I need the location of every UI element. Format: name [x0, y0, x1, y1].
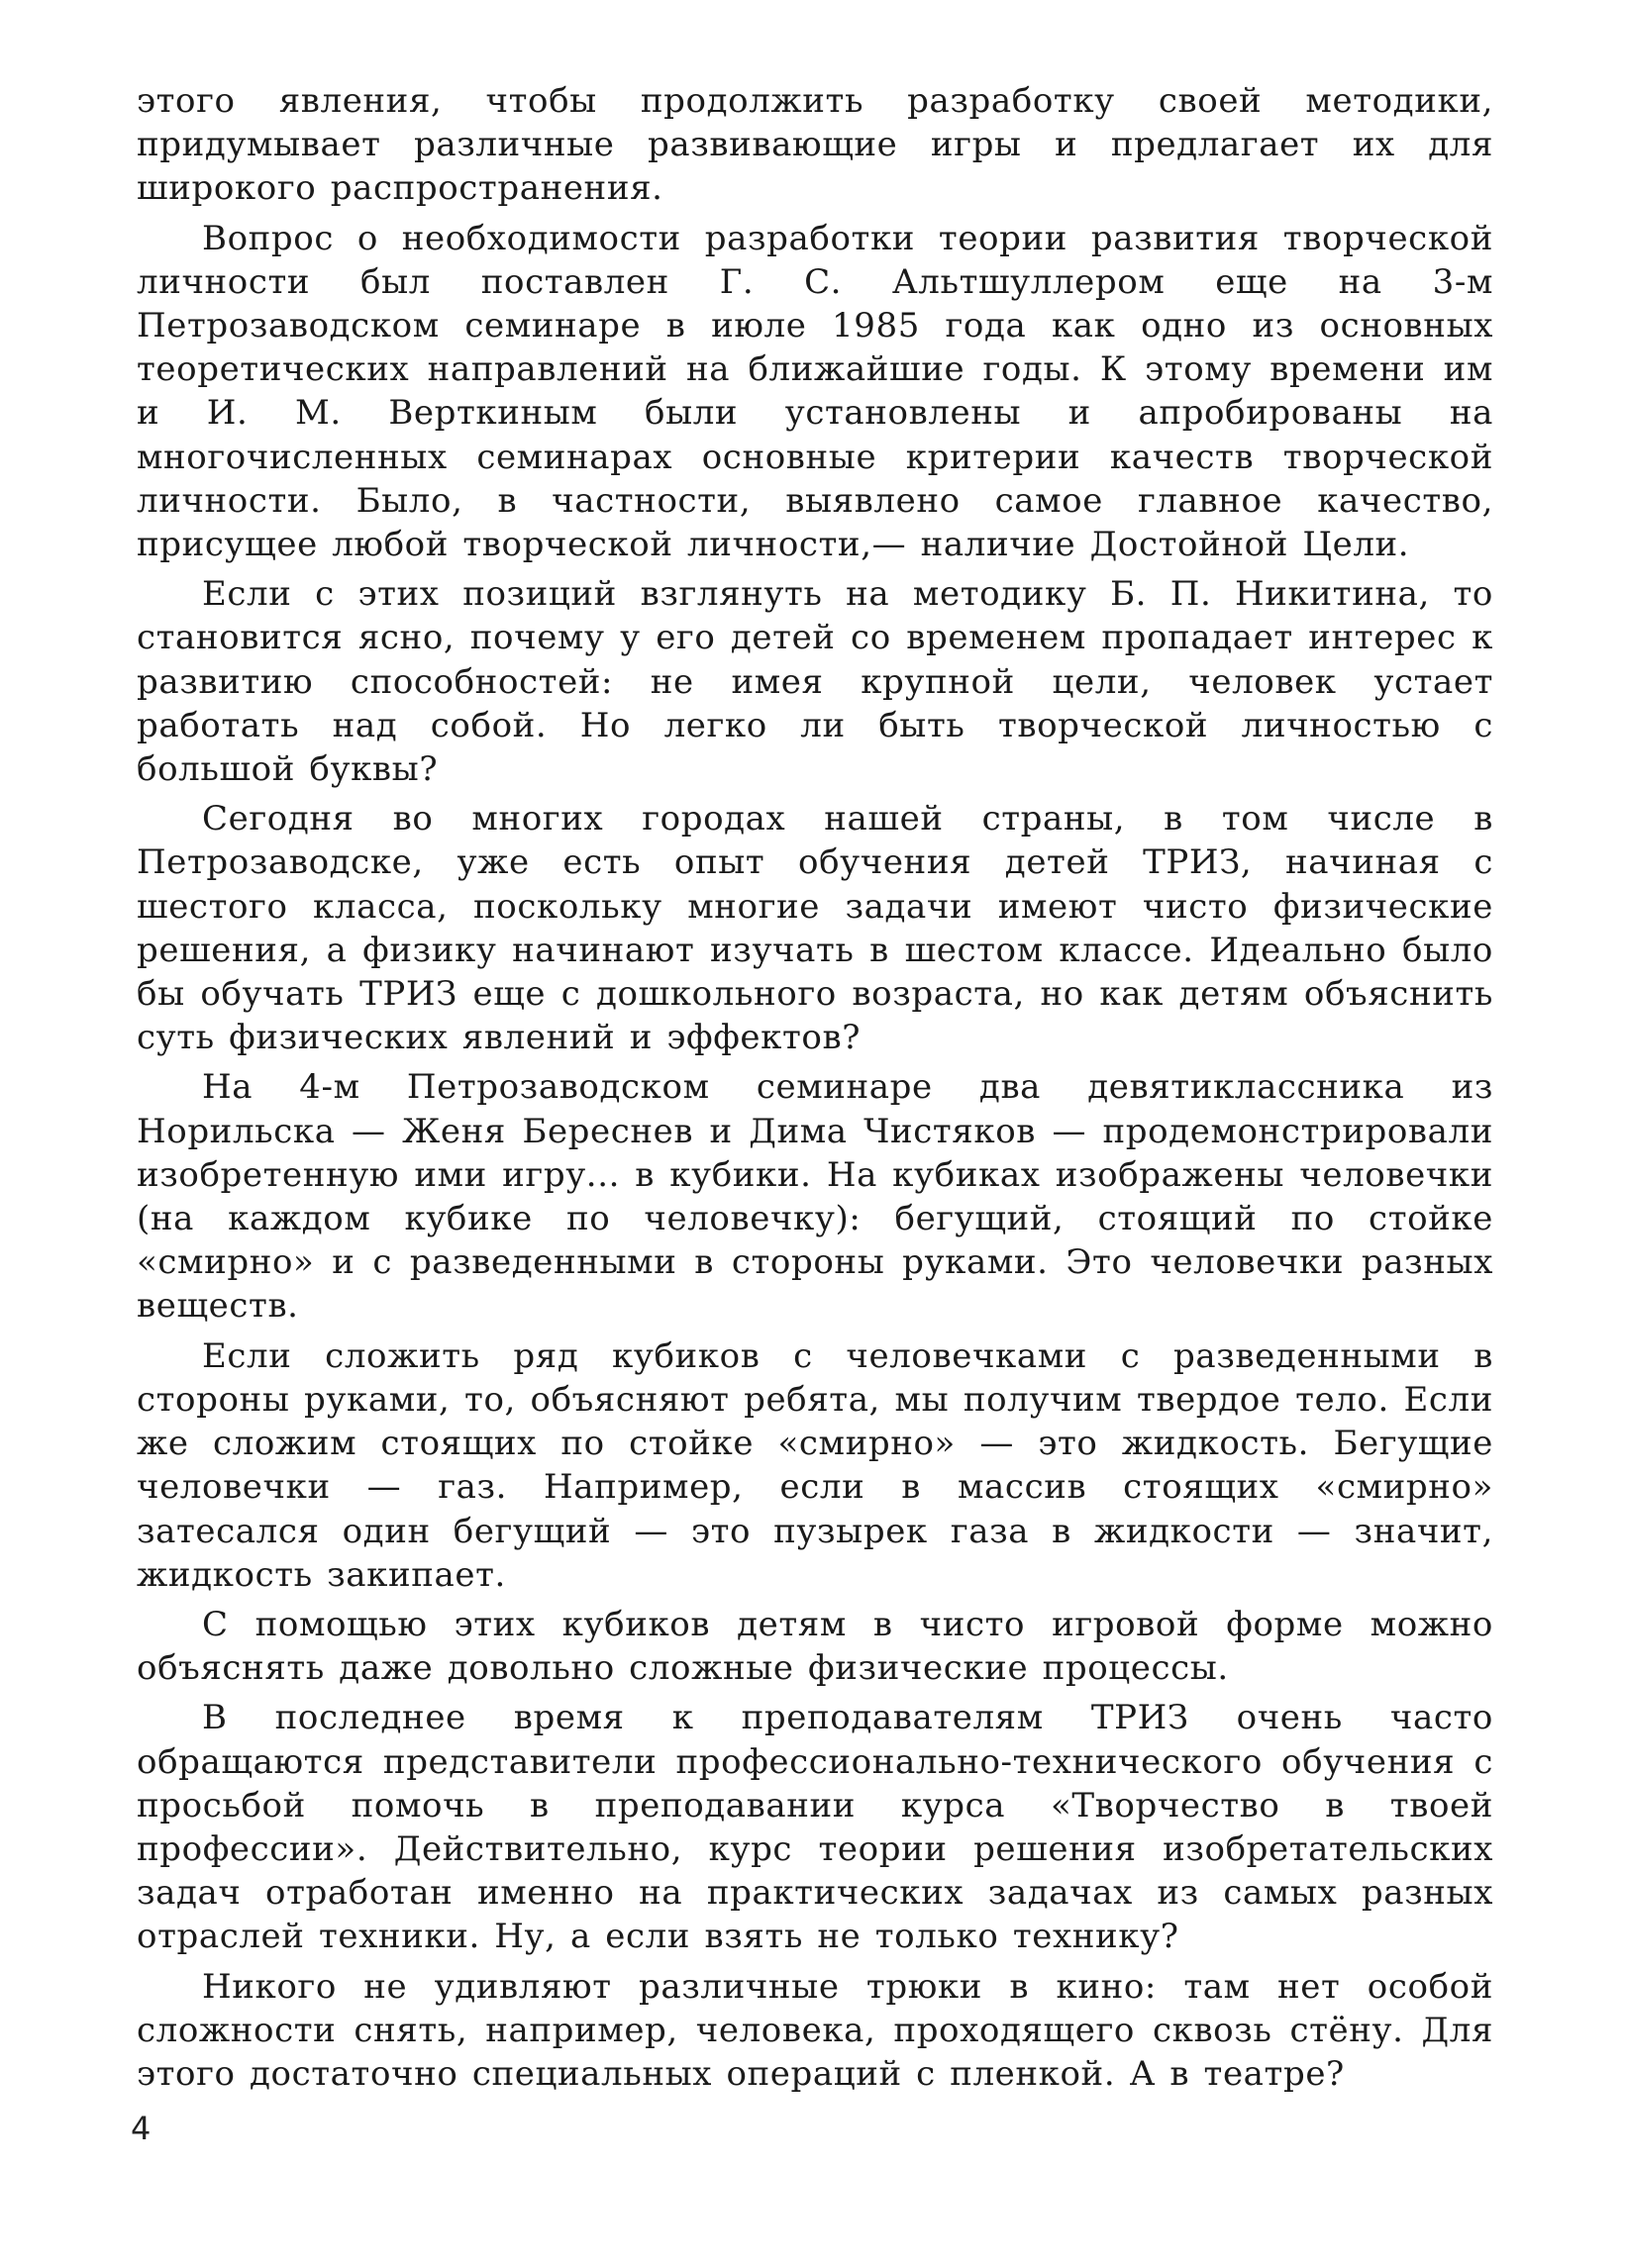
paragraph-8: В последнее время к преподавателям ТРИЗ очень часто обращаются представители профессионально-технического обучения с просьбой помочь в преподавании курса «Творчество в твоей профессии». Действительно, курс теории решения изобретательских задач отработан именно на практических задачах из самых разных отраслей техники. Ну, а если взять не только технику? — [137, 1698, 1493, 1957]
paragraph-1: этого явления, чтобы продолжить разработку своей методики, придумывает различные развивающие игры и предлагает их для широкого распространения. — [137, 81, 1493, 209]
paragraph-2: Вопрос о необходимости разработки теории развития творческой личности был поставлен Г. С. Альтшуллером еще на 3-м Петрозаводском семинаре в июле 1985 года как одно из основных теоретических направлений на ближайшие годы. К этому времени им и И. М. Верткиным были установлены и апробированы на многочисленных семинарах основные критерии качеств творческой личности. Было, в частности, выявлено самое главное качество, присущее любой творческой личности,— наличие Достойной Цели. — [137, 218, 1493, 565]
paragraph-4: Сегодня во многих городах нашей страны, в том числе в Петрозаводске, уже есть опыт обучения детей ТРИЗ, начиная с шестого класса, поскольку многие задачи имеют чисто физические решения, а физику начинают изучать в шестом классе. Идеально было бы обучать ТРИЗ еще с дошкольного возраста, но как детям объяснить суть физических явлений и эффектов? — [137, 799, 1493, 1058]
paragraph-7: С помощью этих кубиков детям в чисто игровой форме можно объяснять даже довольно сложные физические процессы. — [137, 1604, 1493, 1689]
paragraph-5: На 4-м Петрозаводском семинаре два девятиклассника из Норильска — Женя Береснев и Дима Чистяков — продемонстрировали изобретенную ими игру... в кубики. На кубиках изображены человечки (на каждом кубике по человечку): бегущий, стоящий по стойке «смирно» и с разведенными в стороны руками. Это человечки разных веществ. — [137, 1067, 1493, 1327]
page-body — [137, 79, 1493, 2102]
paragraph-6: Если сложить ряд кубиков с человечками с разведенными в стороны руками, то, объясняют ребята, мы получим твердое тело. Если же сложим стоящих по стойке «смирно» — это жидкость. Бегущие человечки — газ. Например, если в массив стоящих «смирно» затесался один бегущий — это пузырек газа в жидкости — значит, жидкость закипает. — [137, 1335, 1493, 1595]
paragraph-3: Если с этих позиций взглянуть на методику Б. П. Никитина, то становится ясно, почему у его детей со временем пропадает интерес к развитию способностей: не имея крупной цели, человек устает работать над собой. Но легко ли быть творческой личностью с большой буквы? — [137, 574, 1493, 790]
paragraph-9: Никого не удивляют различные трюки в кино: там нет особой сложности снять, например, человека, проходящего сквозь стёну. Для этого достаточно специальных операций с пленкой. А в театре? — [137, 1966, 1493, 2094]
page-number: 4 — [131, 2110, 152, 2147]
